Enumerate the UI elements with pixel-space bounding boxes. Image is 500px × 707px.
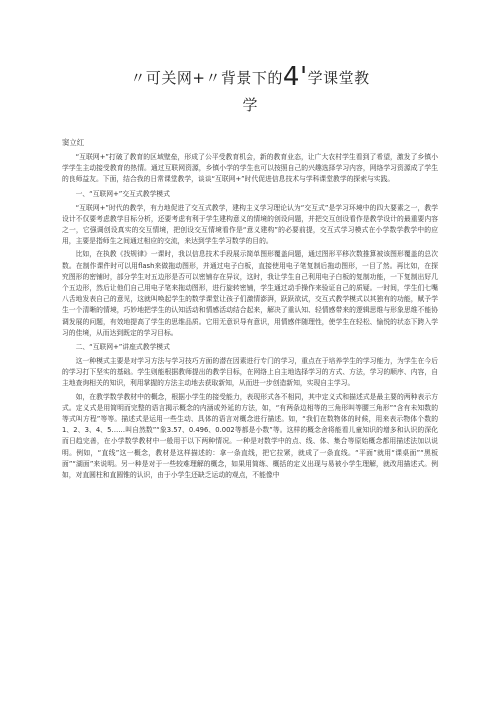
title-line-2: 学 bbox=[242, 96, 258, 114]
section-2-paragraph: 如，在教学数学教材中的概念，根据小学生的接受能力，表现形式各不相同，其中定义式和描述式是最主要的两种表示方式。定义式是用简明而完整的语言揭示概念的内涵或外延的方法，如，“有两条边相等的三角形叫等腰三角形”“含有未知数的等式叫方程”等等。描述式是运用一些生动、具体的语言对概念进行描述。如，“我们在数物体的时候，用来表示物体个数的1、2、3、4、5……叫自然数”“象3.57、0.496、0.002等都是小数”等。这样的概念舍将能看儿童知识的增多和认识的深化而日趋完善，在小学数学教材中一般用于以下两种情况。一种是对数学中的点、线、体、集合等原始概念都用描述法加以说明。例如，“直线”这一概念，教材是这样描述的：拿一条直线，把它拉紧，就成了一条直线。“平面”就用“课桌面”“黑板面”“湖面”来说明。另一种是对于一些较难理解的概念，如果用简练、概括的定义出现与易被小学生理解，就改用描述式。例如，对直圆柱和直圆锥的认识，由于小学生还缺乏运动的观点，不能像中 bbox=[62, 392, 438, 480]
intro-paragraph: “互联网+”打破了教育的区域壁垒，形成了公平受教育机会，新的教育业态，让广大农村学生看到了希望，激发了乡镇小学学生主动接受教育的热情。通过互联网资源，乡镇小学的学生也可以按照自己的兴趣选择学习内容，网络学习资源成了学生的良师益友。下面，结合我的日常课堂教学，谈谈“互联网+”时代促进信息技术与学科课堂教学的探索与实践。 bbox=[62, 153, 438, 184]
section-1-heading: 一、“互联网+”交互式教学模式 bbox=[75, 189, 170, 198]
section-1-paragraph: 比如，在执教《找规律》一课时，我以信息技术手段展示简单图形覆盖问题，通过图形平移次数推算被该图形覆盖的总次数。在制作课件时可以用flash来做拖动图形，并通过电子白板，直接使用电子笔复制后拖动图形，一目了然。再比如，在探究图形的密铺时，部分学生对五边形是否可以密铺存在异议，这时，我让学生自己利用电子白板的复制功能，一下复制出好几个五边形，然后让他们自己用电子笔来拖动图形，进行旋转密铺，学生通过动手操作来验证自己的质疑。一时间，学生们七嘴八舌地发表自己的意见，这就叫唤起学生的数学课堂让孩子们激情澎湃，跃跃欲试，交互式教学模式以其独有的功能，赋予学生一个清晰的情境，巧妙地把学生的认知活动和情感活动结合起来，解决了重认知、轻情感带来的逻辑思维与形象思维不能协调发展的问题，有效地提高了学生的思维品质。它用无意识导有意识，用情感伴随理性，使学生在轻松、愉悦的状态下跨入学习的佳境，从而达到既定的学习目标。 bbox=[62, 250, 438, 337]
section-2-heading: 二、“互联网+”讲座式教学模式 bbox=[75, 343, 170, 352]
title-part-2: 学课堂教 bbox=[307, 69, 370, 87]
title-big-numeral: 4' bbox=[282, 62, 308, 92]
title-line-1 bbox=[90, 62, 410, 92]
document-title bbox=[90, 58, 410, 130]
title-part-1: 〃可关网+〃背景下的 bbox=[130, 69, 283, 87]
section-2-paragraph: 这一种模式主要是对学习方法与学习技巧方面的潜在因素进行专门的学习，重点在于培养学生的学习能力，为学生在今后的学习打下坚实的基础。学生则能根据教师提出的教学目标，在网络上自主地选择学习的方式、方法，学习的顺序、内容，自主地查询相关的知识，利用掌握的方法主动地去获取新知，从而进一步创造新知，实现自主学习。 bbox=[62, 357, 438, 388]
document-body bbox=[62, 152, 438, 700]
section-1-paragraph: “互联网+”时代的教学，有力地促进了交互式教学，建构主义学习理论认为“交互式”是学习环境中的四大要素之一，教学设计不仅要考虑教学目标分析，还要考虑有利于学生建构意义的情境的创设问题，并把交互创设看作是教学设计的最重要内容之一，它强调创设真实的交互情境，把创设交互情境看作是“意义建构”的必要前提，交互式学习模式在小学数学教学中的应用，主要是指师生之间通过相应的交流，来达到学生学习数学的目的。 bbox=[62, 203, 438, 246]
author-name: 窦立红 bbox=[62, 138, 85, 147]
